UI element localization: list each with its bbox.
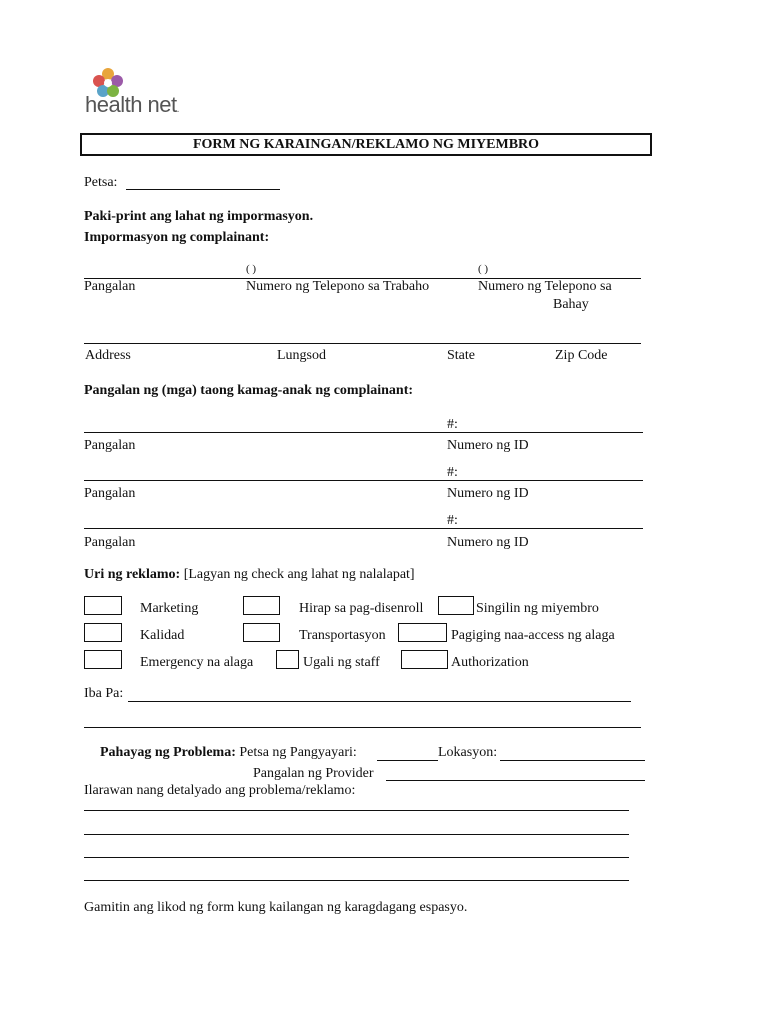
incident-date-label: Petsa ng Pangyayari:: [235, 745, 357, 760]
provider-label: Pangalan ng Provider: [253, 766, 374, 781]
home-phone-label-cont: Bahay: [553, 297, 589, 312]
print-instruction: Paki-print ang lahat ng impormasyon.: [84, 209, 314, 224]
kalidad-label: Kalidad: [140, 628, 185, 643]
relative-2-name-label: Pangalan: [84, 486, 136, 501]
logo-dot: .: [176, 104, 179, 115]
relative-1-id-label: Numero ng ID: [447, 438, 529, 453]
relative-3-name-label: Pangalan: [84, 535, 136, 550]
date-field[interactable]: [126, 189, 280, 190]
hirap-checkbox[interactable]: [243, 596, 280, 615]
home-phone-label: Numero ng Telepono sa: [478, 279, 612, 294]
relative-2-hash: #:: [447, 465, 458, 480]
relative-3-hash: #:: [447, 513, 458, 528]
state-label: State: [447, 348, 475, 363]
name-label: Pangalan: [84, 279, 136, 294]
problem-heading-bold: Pahayag ng Problema:: [100, 745, 236, 760]
singilin-checkbox[interactable]: [438, 596, 474, 615]
relative-2-field[interactable]: [84, 480, 643, 481]
zip-label: Zip Code: [555, 348, 608, 363]
city-label: Lungsod: [277, 348, 326, 363]
complaint-type-heading-rest: [Lagyan ng check ang lahat ng nalalapat]: [180, 567, 415, 582]
complaint-type-heading: [84, 567, 415, 583]
marketing-label: Marketing: [140, 601, 199, 616]
address-field[interactable]: [84, 343, 641, 344]
transportasyon-checkbox[interactable]: [243, 623, 280, 642]
relative-1-name-label: Pangalan: [84, 438, 136, 453]
emergency-label: Emergency na alaga: [140, 655, 254, 670]
problem-heading: [100, 745, 357, 761]
relative-1-hash: #:: [447, 417, 458, 432]
relative-3-field[interactable]: [84, 528, 643, 529]
describe-line-4[interactable]: [84, 880, 629, 881]
kalidad-checkbox[interactable]: [84, 623, 122, 642]
relative-3-id-label: Numero ng ID: [447, 535, 529, 550]
describe-line-1[interactable]: [84, 810, 629, 811]
describe-line-3[interactable]: [84, 857, 629, 858]
complainant-info-heading: Impormasyon ng complainant:: [84, 230, 270, 245]
ugali-label: Ugali ng staff: [303, 655, 380, 670]
pagiging-label: Pagiging naa-access ng alaga: [451, 628, 615, 643]
address-label: Address: [85, 348, 131, 363]
authorization-label: Authorization: [451, 655, 529, 670]
other-label: Iba Pa:: [84, 686, 124, 701]
pagiging-checkbox[interactable]: [398, 623, 447, 642]
date-label: Petsa:: [84, 175, 118, 190]
authorization-checkbox[interactable]: [401, 650, 448, 669]
footer-note: Gamitin ang likod ng form kung kailangan ng karagdagang espasyo.: [84, 900, 468, 915]
provider-field[interactable]: [386, 780, 645, 781]
marketing-checkbox[interactable]: [84, 596, 122, 615]
relative-2-id-label: Numero ng ID: [447, 486, 529, 501]
other-field-2[interactable]: [84, 727, 641, 728]
work-phone-label: Numero ng Telepono sa Trabaho: [246, 279, 430, 294]
ugali-checkbox[interactable]: [276, 650, 299, 669]
emergency-checkbox[interactable]: [84, 650, 122, 669]
form-title: FORM NG KARAINGAN/REKLAMO NG MIYEMBRO: [80, 133, 652, 156]
logo-text: health net: [85, 92, 177, 117]
relative-1-field[interactable]: [84, 432, 643, 433]
describe-label: Ilarawan nang detalyado ang problema/reklamo:: [84, 783, 356, 798]
transportasyon-label: Transportasyon: [299, 628, 386, 643]
other-field[interactable]: [128, 701, 631, 702]
hirap-label: Hirap sa pag-disenroll: [299, 601, 424, 616]
singilin-label: Singilin ng miyembro: [476, 601, 599, 616]
location-field[interactable]: [500, 760, 645, 761]
home-phone-paren: ( ): [478, 263, 489, 275]
work-phone-paren: ( ): [246, 263, 257, 275]
relatives-heading: Pangalan ng (mga) taong kamag-anak ng complainant:: [84, 383, 414, 398]
complaint-type-heading-bold: Uri ng reklamo:: [84, 567, 181, 582]
incident-date-field[interactable]: [377, 760, 438, 761]
location-label: Lokasyon:: [438, 745, 498, 760]
describe-line-2[interactable]: [84, 834, 629, 835]
